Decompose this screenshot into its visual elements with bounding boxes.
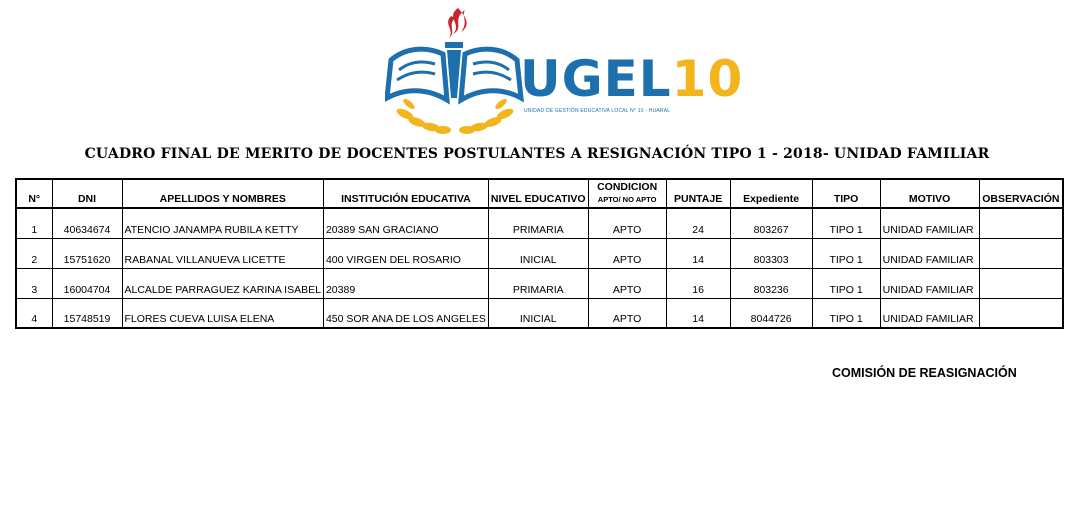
cell-expediente: 803303 [730, 238, 812, 268]
table-row [16, 268, 1063, 298]
cell-observacion [979, 238, 1063, 268]
cell-puntaje: 14 [666, 238, 730, 268]
commission-signature: COMISIÓN DE REASIGNACIÓN [832, 366, 1017, 380]
cell-nombres: RABANAL VILLANUEVA LICETTE [122, 238, 323, 268]
cell-motivo: UNIDAD FAMILIAR [880, 238, 979, 268]
cell-expediente: 8044726 [730, 298, 812, 328]
header-observacion: OBSERVACIÓN [979, 179, 1063, 208]
cell-tipo: TIPO 1 [812, 208, 880, 238]
cell-condicion: APTO [588, 208, 666, 238]
cell-nivel: PRIMARIA [488, 208, 588, 238]
open-book-torch-icon [385, 2, 525, 138]
cell-nivel: INICIAL [488, 238, 588, 268]
cell-tipo: TIPO 1 [812, 268, 880, 298]
table-row [16, 208, 1063, 238]
cell-motivo: UNIDAD FAMILIAR [880, 208, 979, 238]
header-nombres: APELLIDOS Y NOMBRES [122, 179, 323, 208]
cell-tipo: TIPO 1 [812, 238, 880, 268]
header-condicion-label: CONDICION [597, 181, 658, 193]
cell-expediente: 803267 [730, 208, 812, 238]
cell-motivo: UNIDAD FAMILIAR [880, 298, 979, 328]
cell-observacion [979, 268, 1063, 298]
cell-institucion: 20389 [323, 268, 488, 298]
header-tipo: TIPO [812, 179, 880, 208]
header-motivo: MOTIVO [880, 179, 979, 208]
cell-n: 1 [16, 208, 52, 238]
cell-puntaje: 16 [666, 268, 730, 298]
header-condicion-sub: APTO/ NO APTO [597, 195, 657, 204]
cell-dni: 15748519 [52, 298, 122, 328]
cell-institucion: 20389 SAN GRACIANO [323, 208, 488, 238]
ugel-logo [385, 2, 744, 138]
cell-expediente: 803236 [730, 268, 812, 298]
cell-n: 3 [16, 268, 52, 298]
cell-tipo: TIPO 1 [812, 298, 880, 328]
header-n: N° [16, 179, 52, 208]
cell-condicion: APTO [588, 238, 666, 268]
cell-dni: 16004704 [52, 268, 122, 298]
cell-nombres: ALCALDE PARRAGUEZ KARINA ISABEL [122, 268, 323, 298]
table-row [16, 238, 1063, 268]
header-institucion: INSTITUCIÓN EDUCATIVA [323, 179, 488, 208]
merit-table [15, 178, 1064, 329]
cell-nivel: INICIAL [488, 298, 588, 328]
cell-n: 4 [16, 298, 52, 328]
logo-subtitle: UNIDAD DE GESTIÓN EDUCATIVA LOCAL N° 10 - HUARAL [524, 108, 671, 114]
cell-puntaje: 24 [666, 208, 730, 238]
header-row [16, 179, 1063, 208]
header-nivel: NIVEL EDUCATIVO [488, 179, 588, 208]
header-condicion [588, 179, 666, 208]
header-expediente: Expediente [730, 179, 812, 208]
cell-condicion: APTO [588, 268, 666, 298]
table-row [16, 298, 1063, 328]
cell-n: 2 [16, 238, 52, 268]
header-dni: DNI [52, 179, 122, 208]
cell-institucion: 400 VIRGEN DEL ROSARIO [323, 238, 488, 268]
cell-condicion: APTO [588, 298, 666, 328]
cell-nivel: PRIMARIA [488, 268, 588, 298]
header-puntaje: PUNTAJE [666, 179, 730, 208]
document-title: CUADRO FINAL DE MERITO DE DOCENTES POSTULANTES A RESIGNACIÓN TIPO 1 - 2018- UNIDAD FAMILIAR [84, 146, 990, 162]
cell-dni: 15751620 [52, 238, 122, 268]
cell-nombres: FLORES CUEVA LUISA ELENA [122, 298, 323, 328]
cell-observacion [979, 208, 1063, 238]
cell-observacion [979, 298, 1063, 328]
logo-wordmark: UGEL10 [520, 50, 744, 108]
cell-nombres: ATENCIO JANAMPA RUBILA KETTY [122, 208, 323, 238]
cell-institucion: 450 SOR ANA DE LOS ANGELES [323, 298, 488, 328]
cell-dni: 40634674 [52, 208, 122, 238]
cell-puntaje: 14 [666, 298, 730, 328]
cell-motivo: UNIDAD FAMILIAR [880, 268, 979, 298]
